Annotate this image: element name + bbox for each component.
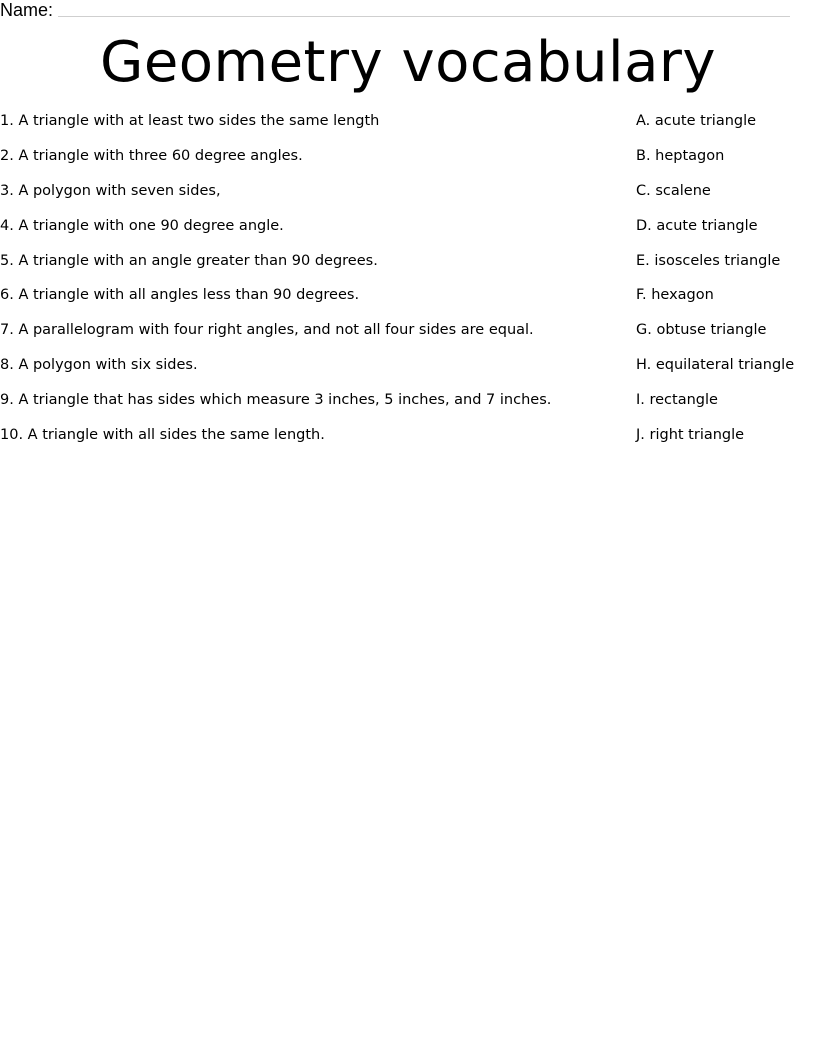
name-row [0,0,790,22]
name-label: Name: [0,0,54,20]
answer-item: I. rectangle [636,392,718,409]
question-item: 3. A polygon with seven sides, [0,182,221,199]
answer-item: D. acute triangle [636,217,758,234]
question-item: 6. A triangle with all angles less than 90 degrees. [0,287,360,304]
answer-item: B. heptagon [636,147,725,164]
answer-item: F. hexagon [636,287,714,304]
answer-item: E. isosceles triangle [636,252,781,269]
page-title: Geometry vocabulary [99,30,717,95]
answer-item: J. right triangle [636,427,745,444]
question-item: 1. A triangle with at least two sides the same length [0,113,380,129]
question-item: 5. A triangle with an angle greater than 90 degrees. [0,252,378,269]
question-item: 8. A polygon with six sides. [0,357,198,374]
answer-list [636,111,816,460]
question-item: 2. A triangle with three 60 degree angles. [0,147,303,164]
answer-item: H. equilateral triangle [636,357,795,374]
answer-item: A. acute triangle [636,113,757,129]
question-list [0,111,600,460]
answer-item: G. obtuse triangle [636,322,767,339]
question-item: 7. A parallelogram with four right angles, and not all four sides are equal. [0,322,534,339]
question-item: 10. A triangle with all sides the same length. [0,427,325,444]
answer-item: C. scalene [636,182,711,199]
question-item: 4. A triangle with one 90 degree angle. [0,217,284,234]
question-item: 9. A triangle that has sides which measure 3 inches, 5 inches, and 7 inches. [0,392,552,409]
name-entry-line[interactable] [58,16,790,17]
